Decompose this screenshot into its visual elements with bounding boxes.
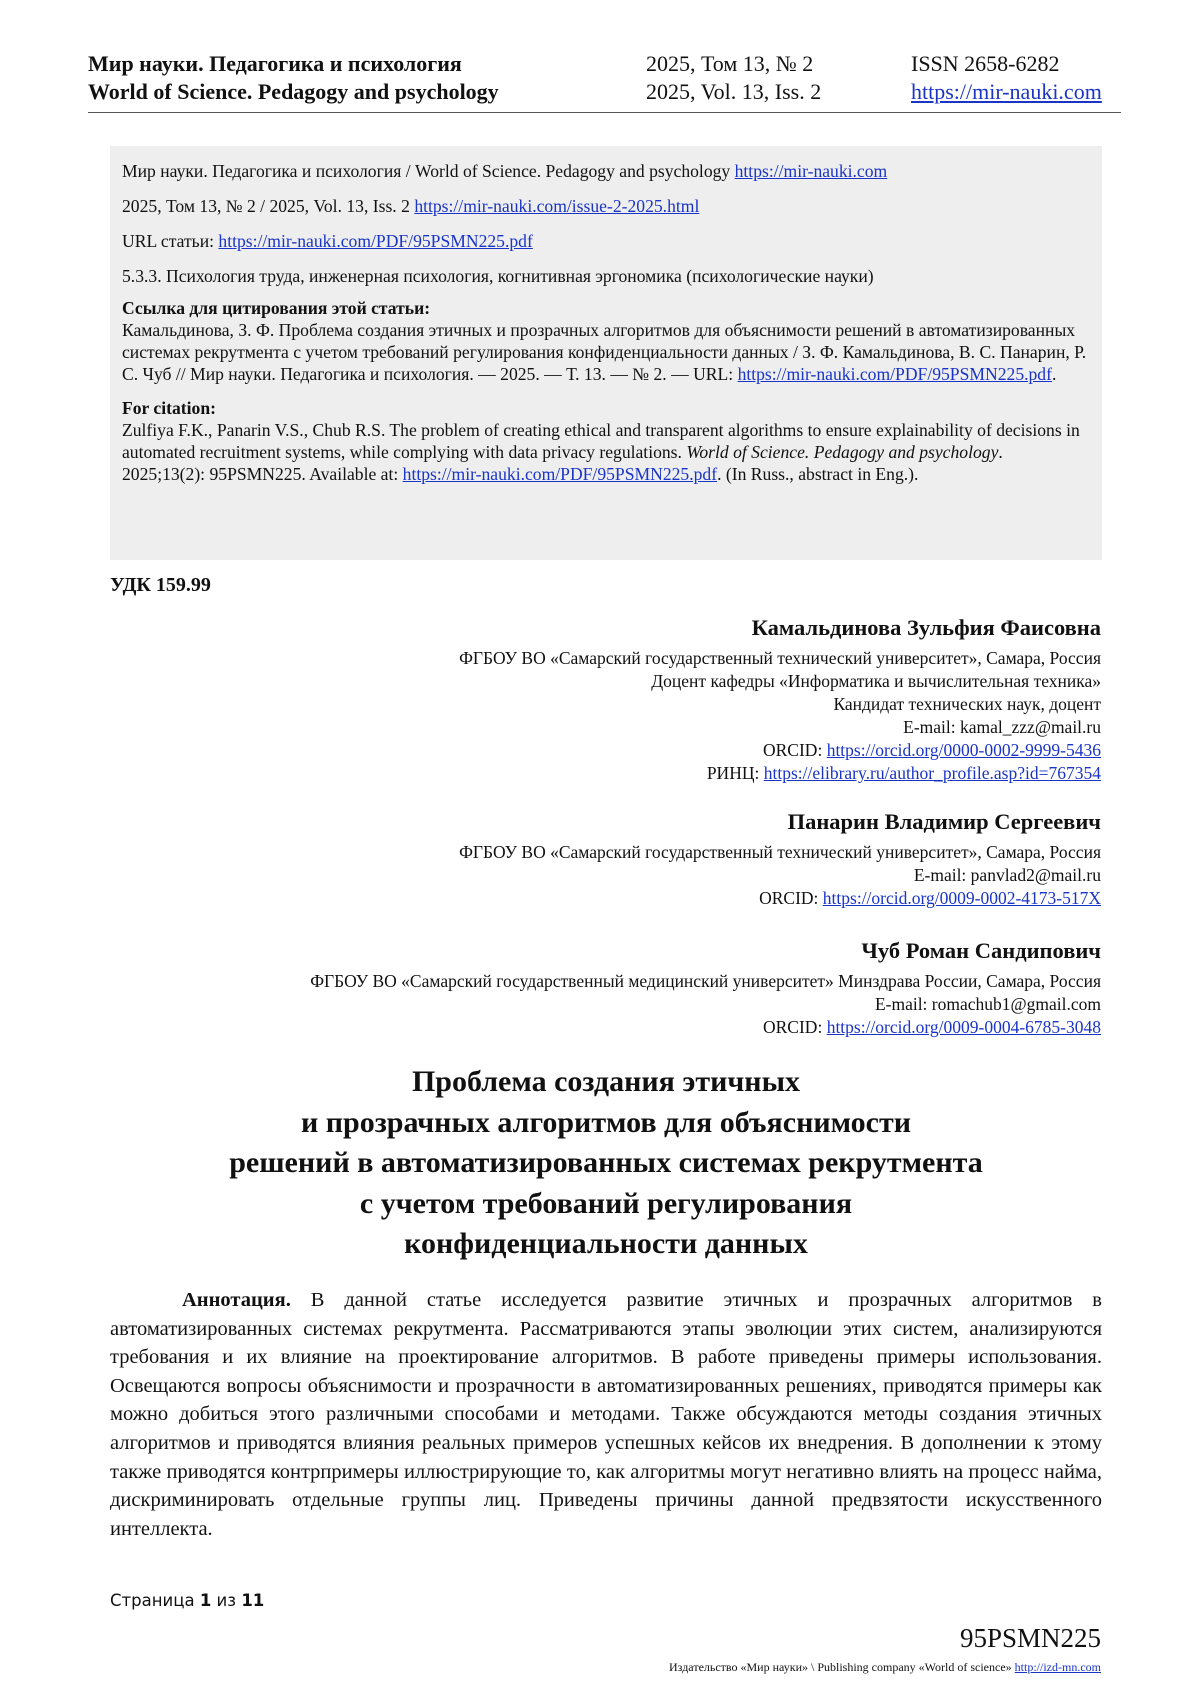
citation-ru-link[interactable]: https://mir-nauki.com/PDF/95PSMN225.pdf [737, 364, 1052, 384]
author-name: Панарин Владимир Сергеевич [787, 809, 1101, 834]
article-url-line: URL статьи: https://mir-nauki.com/PDF/95PSMN225.pdf [122, 231, 533, 251]
author-email: E-mail: kamal_zzz@mail.ru [903, 717, 1101, 737]
issue-line: 2025, Том 13, № 2 / 2025, Vol. 13, Iss. 2 https://mir-nauki.com/issue-2-2025.html [122, 196, 700, 216]
article-title [110, 1062, 1102, 1265]
author-email: E-mail: romachub1@gmail.com [874, 994, 1101, 1014]
author-block-1 [459, 613, 1101, 785]
author-name: Чуб Роман Сандипович [861, 938, 1101, 963]
page-number: Страница 1 из 11 [110, 1591, 265, 1610]
author-orcid: ORCID: https://orcid.org/0009-0004-6785-3048 [763, 1017, 1101, 1037]
journal-name-en: World of Science. Pedagogy and psychology [88, 79, 499, 104]
abstract-text: В данной статье исследуется развитие этичных и прозрачных алгоритмов в автоматизированных системах рекрутмента. Рассматриваются этапы эволюции этих систем, анализируются требования и их влияние на проектирование алгоритмов. В работе приведены примеры использования. Освещаются вопросы объяснимости и прозрачности в автоматизированных решениях, приводятся примеры как можно добиться этого различными способами и методами. Также обсуждаются методы создания этичных алгоритмов и приводятся влияния реальных примеров успешных кейсов их внедрения. В дополнении к этому также приводятся контрпримеры иллюстрирующие то, как алгоритмы могут негативно влиять на процесс найма, дискриминировать отдельные группы лиц. Приведены причины данной предвзятости искусственного интеллекта. [110, 1289, 1102, 1540]
author-position: Доцент кафедры «Информатика и вычислительная техника» [651, 671, 1101, 691]
author-email: E-mail: panvlad2@mail.ru [913, 865, 1101, 885]
issue-ru: 2025, Том 13, № 2 [646, 51, 814, 76]
citation-en: For citation: Zulfiya F.K., Panarin V.S., Chub R.S. The problem of creating ethical and transparent algorithms to ensure explainability of decisions in automated recruitment systems, while complying with data privacy regulations. World of Science. Pedagogy and psychology. 2025;13(2): 95PSMN225. Available at: https://mir-nauki.com/PDF/95PSMN225.pdf. (In Russ., abstract in Eng.). [122, 398, 1080, 484]
issn: ISSN 2658-6282 [911, 51, 1060, 76]
author-orcid: ORCID: https://orcid.org/0000-0002-9999-5436 [763, 740, 1101, 760]
citation-en-heading: For citation: [122, 398, 216, 418]
author-rinc: РИНЦ: https://elibrary.ru/author_profile.asp?id=767354 [706, 763, 1101, 783]
article-id: 95PSMN225 [959, 1623, 1101, 1653]
citation-ru: Ссылка для цитирования этой статьи: Камальдинова, З. Ф. Проблема создания этичных и прозрачных алгоритмов для объяснимости решений в автоматизированных системах рекрутмента с учетом требований регулирования конфиденциальности данных / З. Ф. Камальдинова, В. С. Панарин, Р. С. Чуб // Мир науки. Педагогика и психология. — 2025. — Т. 13. — № 2. — URL: https://mir-nauki.com/PDF/95PSMN225.pdf. [122, 298, 1087, 384]
author-affiliation: ФГБОУ ВО «Самарский государственный технический университет», Самара, Россия [459, 648, 1101, 668]
specialty-line: 5.3.3. Психология труда, инженерная психология, когнитивная эргономика (психологические науки) [122, 266, 874, 286]
site-link[interactable]: https://mir-nauki.com [911, 79, 1102, 104]
abstract-label: Аннотация. [182, 1289, 291, 1311]
author-name: Камальдинова Зульфия Фаисовна [751, 615, 1101, 640]
article-url-link[interactable]: https://mir-nauki.com/PDF/95PSMN225.pdf [218, 231, 533, 251]
udk-code: УДК 159.99 [110, 574, 211, 596]
journal-name-ru: Мир науки. Педагогика и психология [88, 51, 462, 76]
author-affiliation: ФГБОУ ВО «Самарский государственный технический университет», Самара, Россия [459, 842, 1101, 862]
issue-info [646, 50, 821, 106]
issue-link[interactable]: https://mir-nauki.com/issue-2-2025.html [414, 196, 700, 216]
title-line: с учетом требований регулирования [359, 1186, 853, 1220]
author-affiliation: ФГБОУ ВО «Самарский государственный медицинский университет» Минздрава России, Самара, Россия [310, 971, 1101, 991]
title-line: и прозрачных алгоритмов для объяснимости [300, 1105, 912, 1139]
publisher-link[interactable]: http://izd-mn.com [1014, 1660, 1101, 1674]
abstract [110, 1286, 1102, 1543]
author-block-3 [310, 936, 1101, 1039]
issn-site [911, 50, 1102, 106]
journal-line: Мир науки. Педагогика и психология / World of Science. Pedagogy and psychology https://mir-nauki.com [122, 161, 888, 181]
author-block-2 [459, 807, 1101, 910]
rinc-link[interactable]: https://elibrary.ru/author_profile.asp?id=767354 [763, 763, 1101, 783]
journal-name [88, 50, 499, 106]
title-line: Проблема создания этичных [411, 1065, 801, 1098]
orcid-link[interactable]: https://orcid.org/0009-0002-4173-517X [822, 888, 1101, 908]
journal-link[interactable]: https://mir-nauki.com [734, 161, 888, 181]
title-line: решений в автоматизированных системах рекрутмента [229, 1146, 983, 1179]
citation-box [110, 146, 1102, 560]
publisher-line: Издательство «Мир науки» \ Publishing company «World of science» http://izd-mn.com [669, 1660, 1101, 1674]
orcid-link[interactable]: https://orcid.org/0000-0002-9999-5436 [826, 740, 1101, 760]
citation-en-link[interactable]: https://mir-nauki.com/PDF/95PSMN225.pdf [402, 464, 718, 484]
citation-ru-heading: Ссылка для цитирования этой статьи: [122, 298, 431, 318]
orcid-link[interactable]: https://orcid.org/0009-0004-6785-3048 [826, 1017, 1101, 1037]
title-line: конфиденциальности данных [404, 1227, 808, 1260]
author-orcid: ORCID: https://orcid.org/0009-0002-4173-517X [759, 888, 1101, 908]
issue-en: 2025, Vol. 13, Iss. 2 [646, 79, 822, 104]
running-header [88, 50, 1121, 113]
author-degree: Кандидат технических наук, доцент [833, 694, 1101, 714]
